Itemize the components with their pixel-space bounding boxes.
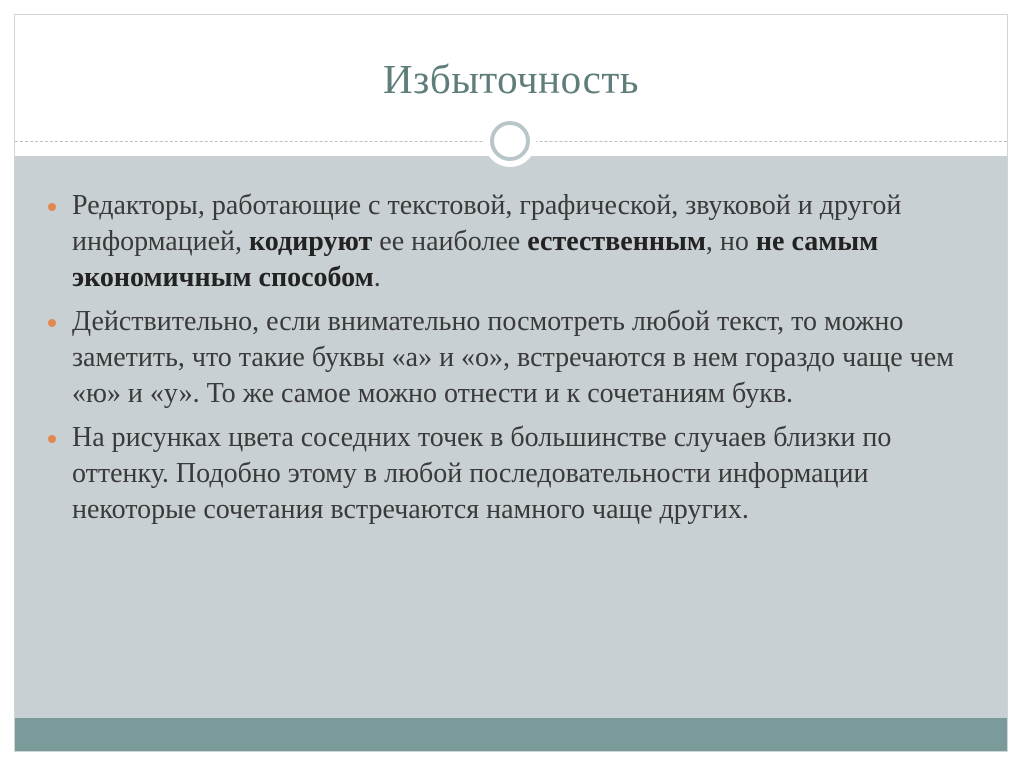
bullet-text-segment: , но <box>705 226 756 257</box>
bullet-text <box>72 306 954 409</box>
bullet-text-segment: Редакторы, работающие с текстовой, графической, звуковой и другой информацией, <box>72 190 902 257</box>
bullet-text <box>72 422 891 525</box>
bullet-dot-icon <box>48 203 56 211</box>
bullet-item <box>65 304 975 412</box>
bullet-dot-icon <box>48 435 56 443</box>
bullet-text-segment: . <box>373 262 381 293</box>
bullet-text-emphasis: естественным <box>527 226 706 257</box>
bullet-item <box>65 188 975 296</box>
bottom-accent-bar <box>15 718 1007 752</box>
ring-ornament-icon <box>484 115 536 167</box>
bullet-text-emphasis: кодируют <box>249 226 373 257</box>
slide <box>14 14 1008 752</box>
bullet-text-segment: На рисунках цвета соседних точек в большинстве случаев близки по оттенку. Подобно этому в любой последовательности информации некоторые сочетания встречаются намного чаще других. <box>72 422 892 525</box>
bullet-list <box>65 188 975 536</box>
ring-ornament-inner <box>490 121 530 161</box>
slide-title: Избыточность <box>383 56 639 102</box>
bullet-text-segment: Действительно, если внимательно посмотреть любой текст, то можно заметить, что такие буквы «а» и «о», встречаются в нем гораздо чаще чем «ю» и «у». То же самое можно отнести и к сочетаниям букв. <box>72 306 954 409</box>
bullet-dot-icon <box>48 319 56 327</box>
bullet-text-emphasis: не самым экономичным способом <box>72 226 879 293</box>
bullet-text-segment: ее наиболее <box>372 226 528 257</box>
bullet-item <box>65 420 975 528</box>
bullet-text <box>72 190 901 293</box>
content-area <box>15 156 1007 718</box>
